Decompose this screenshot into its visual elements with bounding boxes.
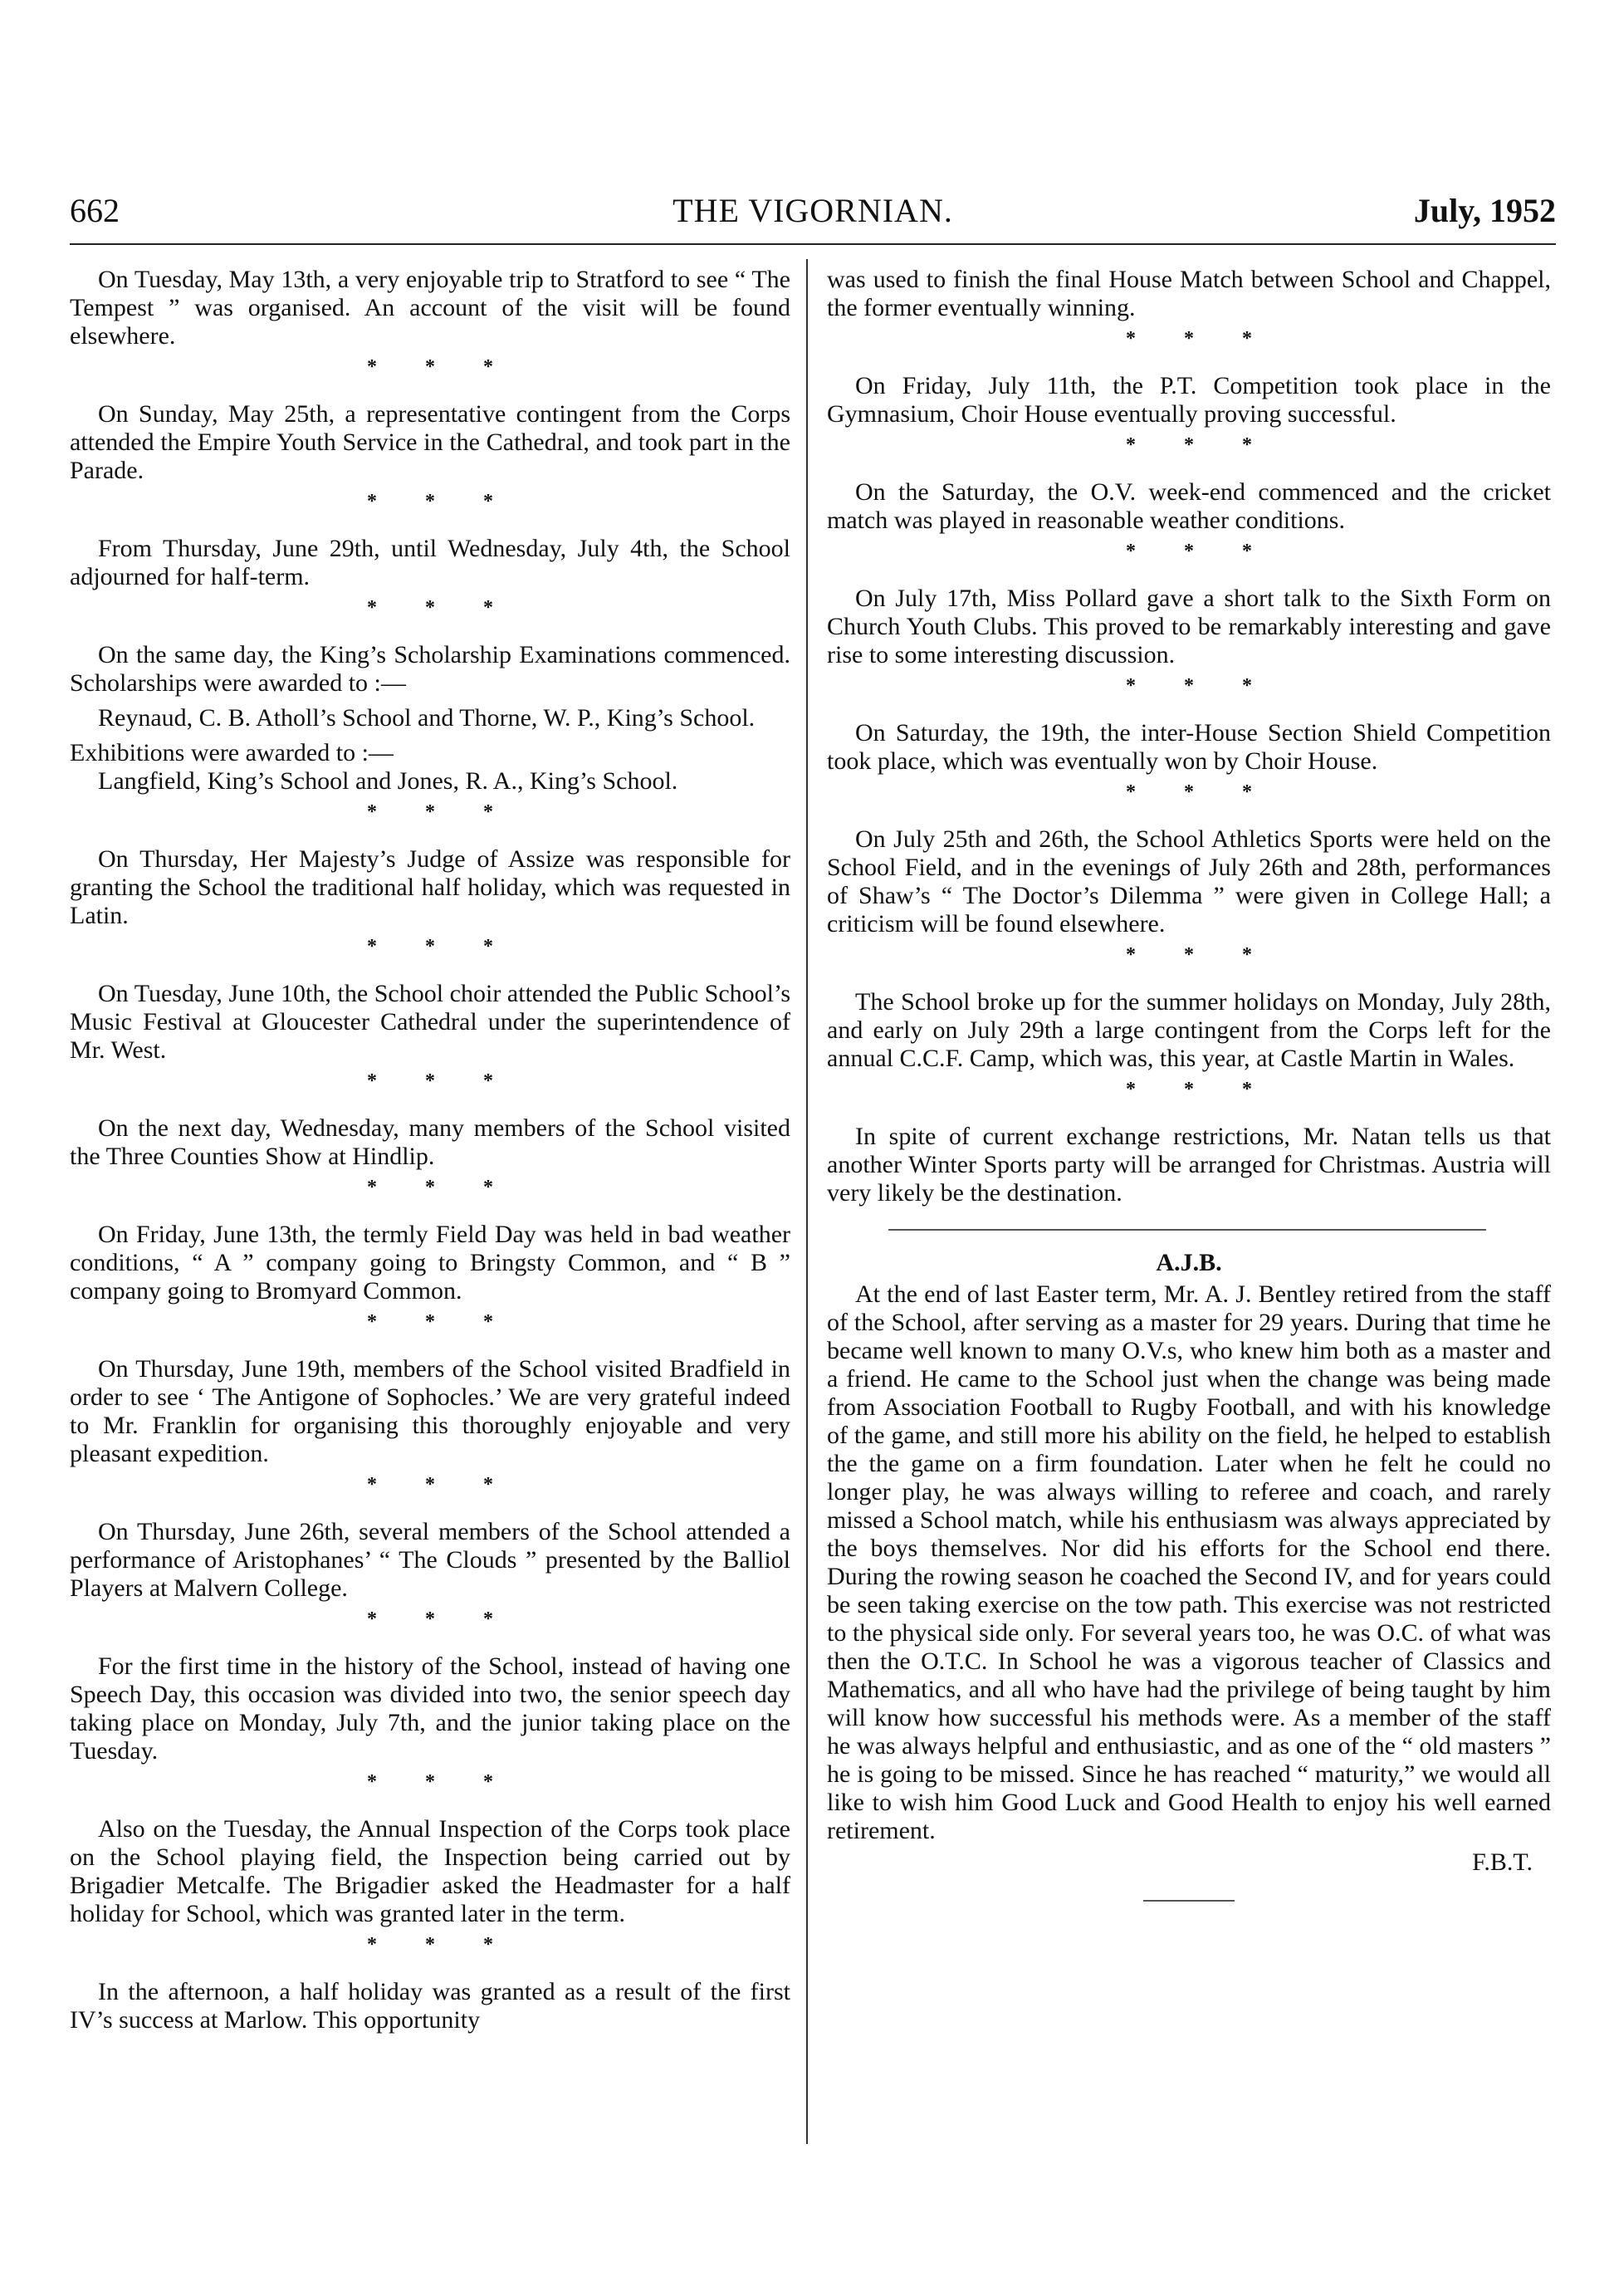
paragraph: On Thursday, June 19th, members of the School visited Bradfield in order to see ‘ The Antigone of Sophocles.’ We are very grateful indeed to Mr. Franklin for organising this thoroughly enjoyable and very pleasant expedition. [70,1355,790,1467]
end-rule [1143,1900,1235,1902]
page-number: 662 [70,192,120,229]
paragraph: Langfield, King’s School and Jones, R. A., King’s School. [98,767,678,795]
paragraph: was used to finish the final House Match between School and Chappel, the former eventually winning. [827,266,1551,321]
separator: * * * [1126,781,1274,803]
journal-title: THE VIGORNIAN. [672,192,953,229]
separator: * * * [367,1311,515,1333]
paragraph: On Sunday, May 25th, a representative contingent from the Corps attended the Empire Youth Service in the Cathedral, and took part in the Parade. [70,400,790,484]
paragraph: Exhibitions were awarded to :— [70,739,394,766]
separator: * * * [1126,541,1274,562]
paragraph: At the end of last Easter term, Mr. A. J. Bentley retired from the staff of the School, after serving as a master for 29 years. During that time he became well known to many O.V.s, who knew him both as a master and a friend. He came to the School just when the change was being made from Association Football to Rugby Football, and with his knowledge of the game, and still more his ability on the field, he helped to establish the the game on a firm foundation. Later when he felt he could no longer play, he was always willing to referee and coach, and rarely missed a School match, while his enthusiasm was always appreciated by the boys themselves. Nor did his efforts for the School end there. During the rowing season he coached the Second IV, and for years could be seen taking exercise on the tow path. This exercise was not restricted to the physical side only. For several years too, he was O.C. of what was then the O.T.C. In School he was a vigorous teacher of Classics and Mathematics, and all who have had the privilege of being taught by him will know how successful his methods were. As a member of the staff he was always helpful and enthusiastic, and as one of the “ old masters ” he is going to be missed. Since he has reached “ maturity,” we would all like to wish him Good Luck and Good Health to enjoy his well earned retirement. [827,1280,1551,1844]
header-rule [70,243,1556,245]
separator: * * * [367,1608,515,1630]
paragraph: Reynaud, C. B. Atholl’s School and Thorne, W. P., King’s School. [98,704,756,732]
separator: * * * [1126,328,1274,350]
separator: * * * [1126,1079,1274,1100]
paragraph: On July 25th and 26th, the School Athletics Sports were held on the School Field, and in the evenings of July 26th and 28th, performances of Shaw’s “ The Doctor’s Dilemma ” were given in College Hall; a criticism will be found elsewhere. [827,825,1551,937]
paragraph: On Friday, June 13th, the termly Field Day was held in bad weather conditions, “ A ” company going to Bringsty Common, and “ B ” company going to Bromyard Common. [70,1221,790,1305]
separator: * * * [367,801,515,823]
paragraph: On the next day, Wednesday, many members of the School visited the Three Counties Show at Hindlip. [70,1114,790,1170]
separator: * * * [367,1177,515,1198]
paragraph: From Thursday, June 29th, until Wednesday, July 4th, the School adjourned for half-term. [70,535,790,590]
paragraph: On the same day, the King’s Scholarship Examinations commenced. Scholarships were awarded to :— [70,641,790,697]
signature: F.B.T. [1472,1848,1533,1876]
issue-date: July, 1952 [1413,192,1556,229]
page-header [70,184,1556,237]
separator: * * * [367,1070,515,1092]
separator: * * * [1126,944,1274,966]
paragraph: Also on the Tuesday, the Annual Inspection of the Corps took place on the School playing field, the Inspection being carried out by Brigadier Metcalfe. The Brigadier asked the Headmaster for a half holiday for School, which was granted later in the term. [70,1815,790,1927]
section-rule [888,1229,1486,1231]
separator: * * * [367,1474,515,1496]
separator: * * * [367,597,515,619]
separator: * * * [367,356,515,378]
paragraph: On Saturday, the 19th, the inter-House Section Shield Competition took place, which was eventually won by Choir House. [827,719,1551,775]
separator: * * * [367,1771,515,1793]
paragraph: On the Saturday, the O.V. week-end commenced and the cricket match was played in reasonable weather conditions. [827,478,1551,534]
paragraph: For the first time in the history of the School, instead of having one Speech Day, this occasion was divided into two, the senior speech day taking place on Monday, July 7th, and the junior taking place on the Tuesday. [70,1652,790,1765]
separator: * * * [1126,434,1274,456]
paragraph: The School broke up for the summer holidays on Monday, July 28th, and early on July 29th a large contingent from the Corps left for the annual C.C.F. Camp, which was, this year, at Castle Martin in Wales. [827,988,1551,1072]
left-column [70,266,790,2034]
paragraph: On Thursday, June 26th, several members of the School attended a performance of Aristophanes’ “ The Clouds ” presented by the Balliol Players at Malvern College. [70,1518,790,1602]
paragraph: On Friday, July 11th, the P.T. Competition took place in the Gymnasium, Choir House eventually proving successful. [827,372,1551,428]
separator: * * * [1126,675,1274,697]
separator: * * * [367,936,515,957]
separator: * * * [367,491,515,512]
paragraph: In the afternoon, a half holiday was granted as a result of the first IV’s success at Marlow. This opportunity [70,1978,790,2034]
column-divider [806,259,808,2144]
paragraph: In spite of current exchange restrictions, Mr. Natan tells us that another Winter Sports party will be arranged for Christmas. Austria will very likely be the destination. [827,1123,1551,1207]
paragraph: On Tuesday, June 10th, the School choir attended the Public School’s Music Festival at Gloucester Cathedral under the superintendence of Mr. West. [70,980,790,1064]
paragraph: On Thursday, Her Majesty’s Judge of Assize was responsible for granting the School the traditional half holiday, which was requested in Latin. [70,845,790,929]
right-column [827,266,1551,1902]
paragraph: On July 17th, Miss Pollard gave a short talk to the Sixth Form on Church Youth Clubs. This proved to be remarkably interesting and gave rise to some interesting discussion. [827,585,1551,668]
separator: * * * [367,1934,515,1956]
section-title: A.J.B. [1156,1249,1222,1276]
paragraph: On Tuesday, May 13th, a very enjoyable trip to Stratford to see “ The Tempest ” was organised. An account of the visit will be found elsewhere. [70,266,790,350]
